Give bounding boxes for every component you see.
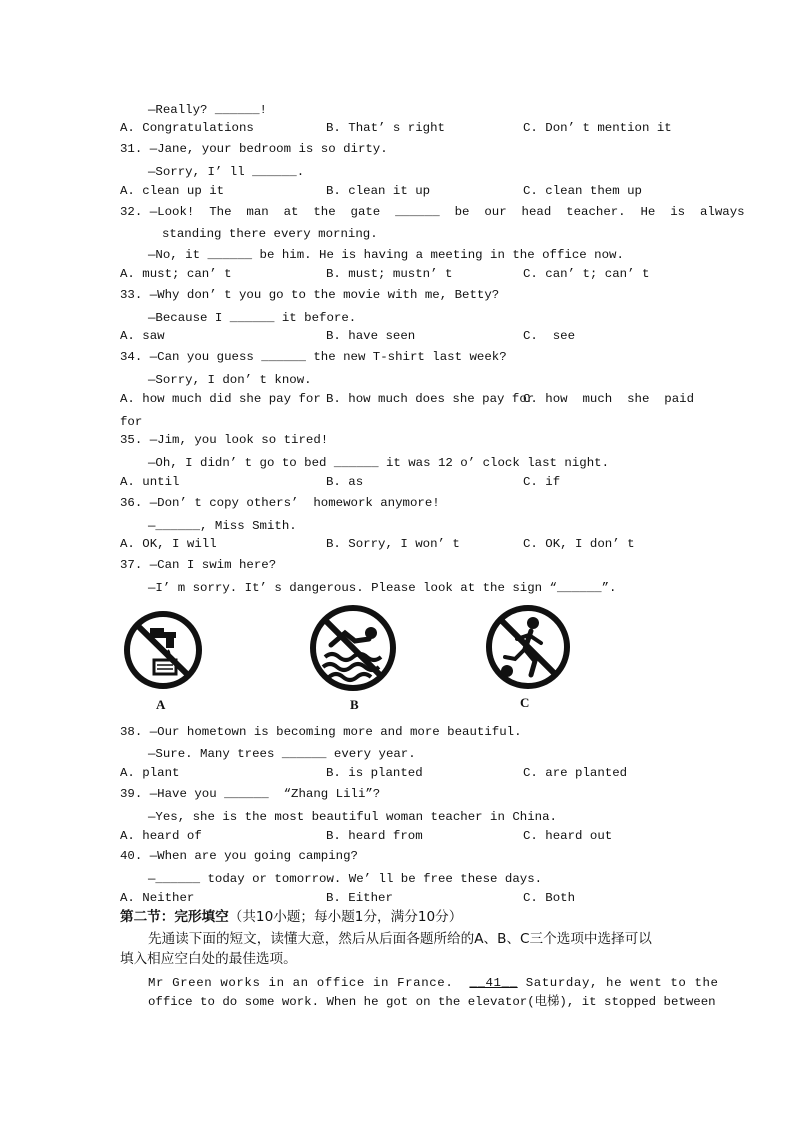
text-line: C. OK, I don’ t — [523, 537, 635, 551]
text-line: B. Sorry, I won’ t — [326, 537, 460, 551]
section-heading-note: （共10小题；每小题1分，满分10分） — [228, 909, 463, 925]
no-drinking-water-icon — [122, 608, 204, 692]
text-line: 36. —Don’ t copy others’ homework anymore! — [120, 496, 440, 510]
text-line: B. as — [326, 475, 364, 489]
text-line: A. Neither — [120, 891, 195, 905]
text-line: —______ today or tomorrow. We’ ll be free these days. — [148, 872, 543, 886]
sign-label-b: B — [350, 697, 359, 712]
text-line: A. plant — [120, 766, 180, 780]
text-line: office to do some work. When he got on the elevator(电梯), it stopped between — [148, 995, 716, 1009]
text-line: B. is planted — [326, 766, 423, 780]
text-line: 32. —Look! The man at the gate ______ be our head teacher. He is always — [120, 205, 745, 219]
sign-label-c: C — [520, 695, 530, 710]
passage-text: Saturday, he went to the — [517, 976, 719, 990]
text-line: A. until — [120, 475, 180, 489]
text-line: A. OK, I will — [120, 537, 217, 551]
passage-text: Mr Green works in an office in France. — [148, 976, 470, 990]
section-heading-title: 第二节：完形填空 — [120, 909, 229, 925]
no-swimming-icon — [307, 603, 399, 693]
text-line: B. how much does she pay for — [326, 392, 535, 406]
text-line: A. Congratulations — [120, 121, 254, 135]
no-ball-games-icon — [483, 603, 573, 691]
sign-label-a: A — [156, 697, 166, 712]
text-line: —Because I ______ it before. — [148, 311, 357, 325]
passage-line-1 — [148, 975, 719, 991]
text-line: —Really? ______! — [148, 103, 267, 117]
text-line: 39. —Have you ______ “Zhang Lili”? — [120, 787, 381, 801]
text-line: C. Both — [523, 891, 576, 905]
text-line: C. heard out — [523, 829, 613, 843]
text-line: B. clean it up — [326, 184, 431, 198]
text-line: —Sorry, I don’ t know. — [148, 373, 312, 387]
section-instruction-line-2: 填入相应空白处的最佳选项。 — [120, 951, 297, 967]
text-line: C. see — [523, 329, 576, 343]
text-line: C. if — [523, 475, 561, 489]
text-line: C. clean them up — [523, 184, 642, 198]
text-line: B. That’ s right — [326, 121, 445, 135]
text-line: —______, Miss Smith. — [148, 519, 297, 533]
text-line: A. must; can’ t — [120, 267, 232, 281]
section-instruction-line-1: 先通读下面的短文，读懂大意，然后从后面各题所给的A、B、C三个选项中选择可以 — [148, 931, 652, 947]
text-line: —Sure. Many trees ______ every year. — [148, 747, 416, 761]
blank-41: __41__ — [469, 976, 518, 990]
text-line: —Oh, I didn’ t go to bed ______ it was 12 o’ clock last night. — [148, 456, 610, 470]
text-line: 31. —Jane, your bedroom is so dirty. — [120, 142, 388, 156]
text-line: B. Either — [326, 891, 393, 905]
text-line: 35. —Jim, you look so tired! — [120, 433, 329, 447]
text-line: B. must; mustn’ t — [326, 267, 453, 281]
text-line: A. how much did she pay for — [120, 392, 321, 406]
text-line: 33. —Why don’ t you go to the movie with me, Betty? — [120, 288, 500, 302]
text-line: —Yes, she is the most beautiful woman teacher in China. — [148, 810, 557, 824]
text-line: 34. —Can you guess ______ the new T-shirt last week? — [120, 350, 507, 364]
text-line: A. clean up it — [120, 184, 225, 198]
text-line: A. heard of — [120, 829, 202, 843]
text-line: B. have seen — [326, 329, 416, 343]
text-line: 38. —Our hometown is becoming more and more beautiful. — [120, 725, 522, 739]
text-line: 40. —When are you going camping? — [120, 849, 358, 863]
section-heading — [120, 908, 462, 926]
text-line: 37. —Can I swim here? — [120, 558, 277, 572]
text-line: A. saw — [120, 329, 165, 343]
text-line: C. Don’ t mention it — [523, 121, 672, 135]
text-line: for — [120, 415, 143, 429]
text-line: C. how much she paid — [523, 392, 695, 406]
text-line: standing there every morning. — [162, 227, 378, 241]
text-line: C. can’ t; can’ t — [523, 267, 650, 281]
text-line: —I’ m sorry. It’ s dangerous. Please look at the sign “______”. — [148, 581, 617, 595]
text-line: C. are planted — [523, 766, 628, 780]
text-line: B. heard from — [326, 829, 423, 843]
text-line: —No, it ______ be him. He is having a meeting in the office now. — [148, 248, 624, 262]
text-line: —Sorry, I’ ll ______. — [148, 165, 305, 179]
